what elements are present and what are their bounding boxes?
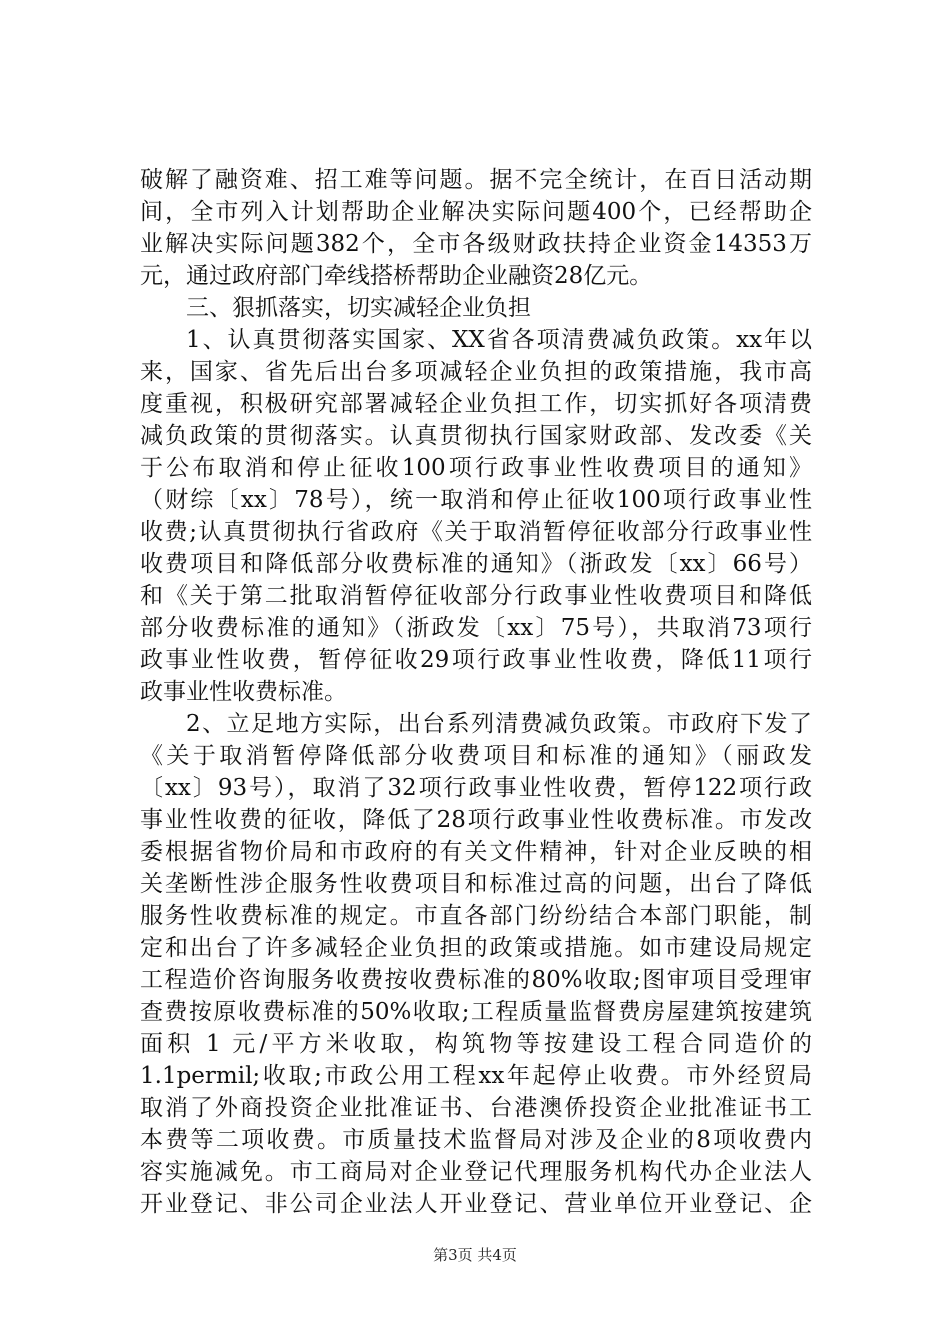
text-line: 于公布取消和停止征收100项行政事业性收费项目的通知》 bbox=[140, 455, 812, 481]
text-line: 破解了融资难、招工难等问题。据不完全统计，在百日活动期 bbox=[140, 167, 812, 193]
document-body bbox=[140, 164, 812, 1220]
text-line: 本费等二项收费。市质量技术监督局对涉及企业的8项收费内 bbox=[140, 1127, 812, 1153]
text-line: 事业性收费的征收，降低了28项行政事业性收费标准。市发改 bbox=[140, 807, 812, 833]
text-line: 来，国家、省先后出台多项减轻企业负担的政策措施，我市高 bbox=[140, 359, 812, 385]
text-line: 容实施减免。市工商局对企业登记代理服务机构代办企业法人 bbox=[140, 1159, 812, 1185]
text-line: 定和出台了许多减轻企业负担的政策或措施。如市建设局规定 bbox=[140, 935, 812, 961]
text-line: 委根据省物价局和市政府的有关文件精神，针对企业反映的相 bbox=[140, 839, 812, 865]
text-line: 政事业性收费，暂停征收29项行政事业性收费，降低11项行 bbox=[140, 647, 812, 673]
text-line: 工程造价咨询服务收费按收费标准的80%收取;图审项目受理审 bbox=[140, 967, 812, 993]
text-line: 2、立足地方实际，出台系列清费减负政策。市政府下发了 bbox=[186, 711, 812, 737]
text-line: 面积 1 元/平方米收取，构筑物等按建设工程合同造价的 bbox=[140, 1031, 812, 1057]
text-line: 《关于取消暂停降低部分收费项目和标准的通知》（丽政发 bbox=[140, 743, 812, 769]
text-line: 间，全市列入计划帮助企业解决实际问题400个，已经帮助企 bbox=[140, 199, 812, 225]
text-line: 三、狠抓落实，切实减轻企业负担 bbox=[186, 295, 531, 321]
page-footer: 第3页 共4页 bbox=[433, 1246, 517, 1264]
text-line: 1、认真贯彻落实国家、XX省各项清费减负政策。xx年以 bbox=[186, 327, 812, 353]
text-line: 关垄断性涉企服务性收费项目和标准过高的问题，出台了降低 bbox=[140, 871, 812, 897]
text-line: （财综〔xx〕78号），统一取消和停止征收100项行政事业性 bbox=[140, 487, 812, 513]
text-line: 查费按原收费标准的50%收取;工程质量监督费房屋建筑按建筑 bbox=[140, 999, 812, 1025]
text-line: 1.1permil;收取;市政公用工程xx年起停止收费。市外经贸局 bbox=[140, 1063, 812, 1089]
text-line: 元，通过政府部门牵线搭桥帮助企业融资28亿元。 bbox=[140, 263, 653, 289]
text-line: 收费项目和降低部分收费标准的通知》（浙政发〔xx〕66号） bbox=[140, 551, 812, 577]
text-line: 政事业性收费标准。 bbox=[140, 679, 347, 705]
text-line: 和《关于第二批取消暂停征收部分行政事业性收费项目和降低 bbox=[140, 583, 812, 609]
text-line: 度重视，积极研究部署减轻企业负担工作，切实抓好各项清费 bbox=[140, 391, 812, 417]
text-line: 开业登记、非公司企业法人开业登记、营业单位开业登记、企 bbox=[140, 1191, 812, 1217]
text-line: 部分收费标准的通知》（浙政发〔xx〕75号），共取消73项行 bbox=[140, 615, 812, 641]
text-line: 业解决实际问题382个，全市各级财政扶持企业资金14353万 bbox=[140, 231, 812, 257]
text-line: 取消了外商投资企业批准证书、台港澳侨投资企业批准证书工 bbox=[140, 1095, 812, 1121]
text-line: 收费;认真贯彻执行省政府《关于取消暂停征收部分行政事业性 bbox=[140, 519, 812, 545]
text-line: 服务性收费标准的规定。市直各部门纷纷结合本部门职能，制 bbox=[140, 903, 812, 929]
text-line: 减负政策的贯彻落实。认真贯彻执行国家财政部、发改委《关 bbox=[140, 423, 812, 449]
text-line: 〔xx〕93号），取消了32项行政事业性收费，暂停122项行政 bbox=[140, 775, 812, 801]
